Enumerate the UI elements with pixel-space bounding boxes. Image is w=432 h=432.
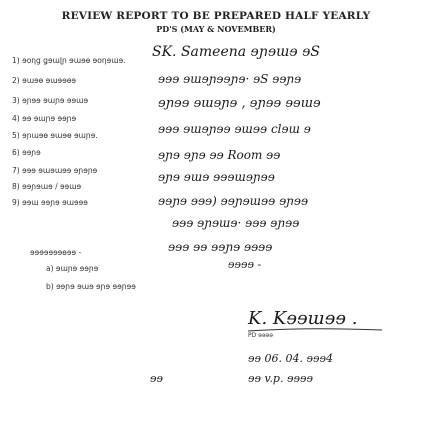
- printed-line-6: 6) ɘɘɲɘ: [12, 148, 41, 157]
- printed-line-11: a) ɘɯɲɘ ɘɘɲɘ: [46, 264, 99, 273]
- handwritten-line-10: ɘɘɘɘ -: [228, 258, 262, 271]
- printed-line-10: ɘɘɘɘɘɘɘɵɘɘ -: [30, 248, 82, 257]
- printed-line-5: 5) ɘɲɯɘɵ ɘɯɘɵ ɘɯɲɘ.: [12, 131, 98, 140]
- printed-line-1: 1) ɘoηg ǥɘɯɭɲ ɘɯɘɵ ɘoηɘɯɘ.: [12, 56, 126, 65]
- signature: K. Kɘɘɯɘɘ .: [248, 308, 358, 329]
- handwritten-line-3: ɘɲɘɘ ɘɯɘɲɘ , ɘɲɘɘ ɘɘɯɘ: [158, 96, 321, 111]
- handwritten-line-4: ɘɘɘ ɘɯɘɲɘɘ ɘɯɘɘ clɘɯ ɘ: [158, 122, 311, 136]
- office-name: ɘɘ v.p. ɘɘɘɘ: [248, 372, 313, 385]
- printed-line-9: 9) ɘɘɯ ɘɘɲɘ ɘɯɘɘɘ: [12, 198, 88, 207]
- printed-line-7: 7) ɘɘɘ ɘɯɘɯɘɘ ɘɲɘɲɘ: [12, 166, 98, 175]
- handwritten-line-6: ɘɲɘ ɘɯɘ ɘɘɘɯɘɲɘɘ: [158, 170, 275, 184]
- bottom-left-mark: ɘɘ: [150, 372, 164, 385]
- handwritten-line-5: ɘɲɘ ɘɲɘ ɘɘ Room ɘɘ: [158, 148, 281, 162]
- report-title: REVIEW REPORT TO BE PREPARED HALF YEARLY: [61, 10, 371, 22]
- printed-line-3: 3) ɘɲɘɘ ɘɯɲɘ ɘɘɯɘ: [12, 96, 89, 105]
- handwritten-line-9: ɘɘɘ ɘɘ ɘɘɲɘ ɘɘɘɘ: [168, 240, 273, 254]
- printed-line-12: b) ɘɘɲɘ ɘɯɘ ɘɲɘ ɘɘɲɘɘ: [46, 282, 136, 291]
- signature-date: ɘɘ 06. 04. ɘɘɘ4: [248, 352, 334, 365]
- printed-line-2: 2) ɘɯɘɵ ɘɯɘɘɵɘ: [12, 76, 76, 85]
- handwritten-line-7: ɘɘɲɘ ɘɘɘ) ɘɘɲɘɯɘɘ ɘɲɘɘ: [158, 194, 309, 208]
- handwritten-line-2: ɘɘɘ ɘɯɘɲɘɘɲɘ· ɘS ɘɘɲɘ: [158, 72, 302, 86]
- printed-line-4: 4) ɘɘ ɘɯɲɘ ɘɘɲɘ: [12, 114, 77, 123]
- printed-line-8: 8) ɘɘɲɘɯɘ / ɘɘɯɘ: [12, 182, 82, 191]
- handwritten-line-8: ɘɘɘ ɘɲɘɯɘ· ɘɘɘ ɘɲɘɘ: [172, 216, 300, 230]
- report-subtitle: PD'S (MAY & NOVEMBER): [156, 24, 276, 34]
- report-header: [14, 10, 418, 34]
- handwritten-line-1: SK. Sameena ɘɲɘɯɘ ɘS: [152, 44, 321, 60]
- designation: PD ɘɘɘɘ: [248, 332, 273, 339]
